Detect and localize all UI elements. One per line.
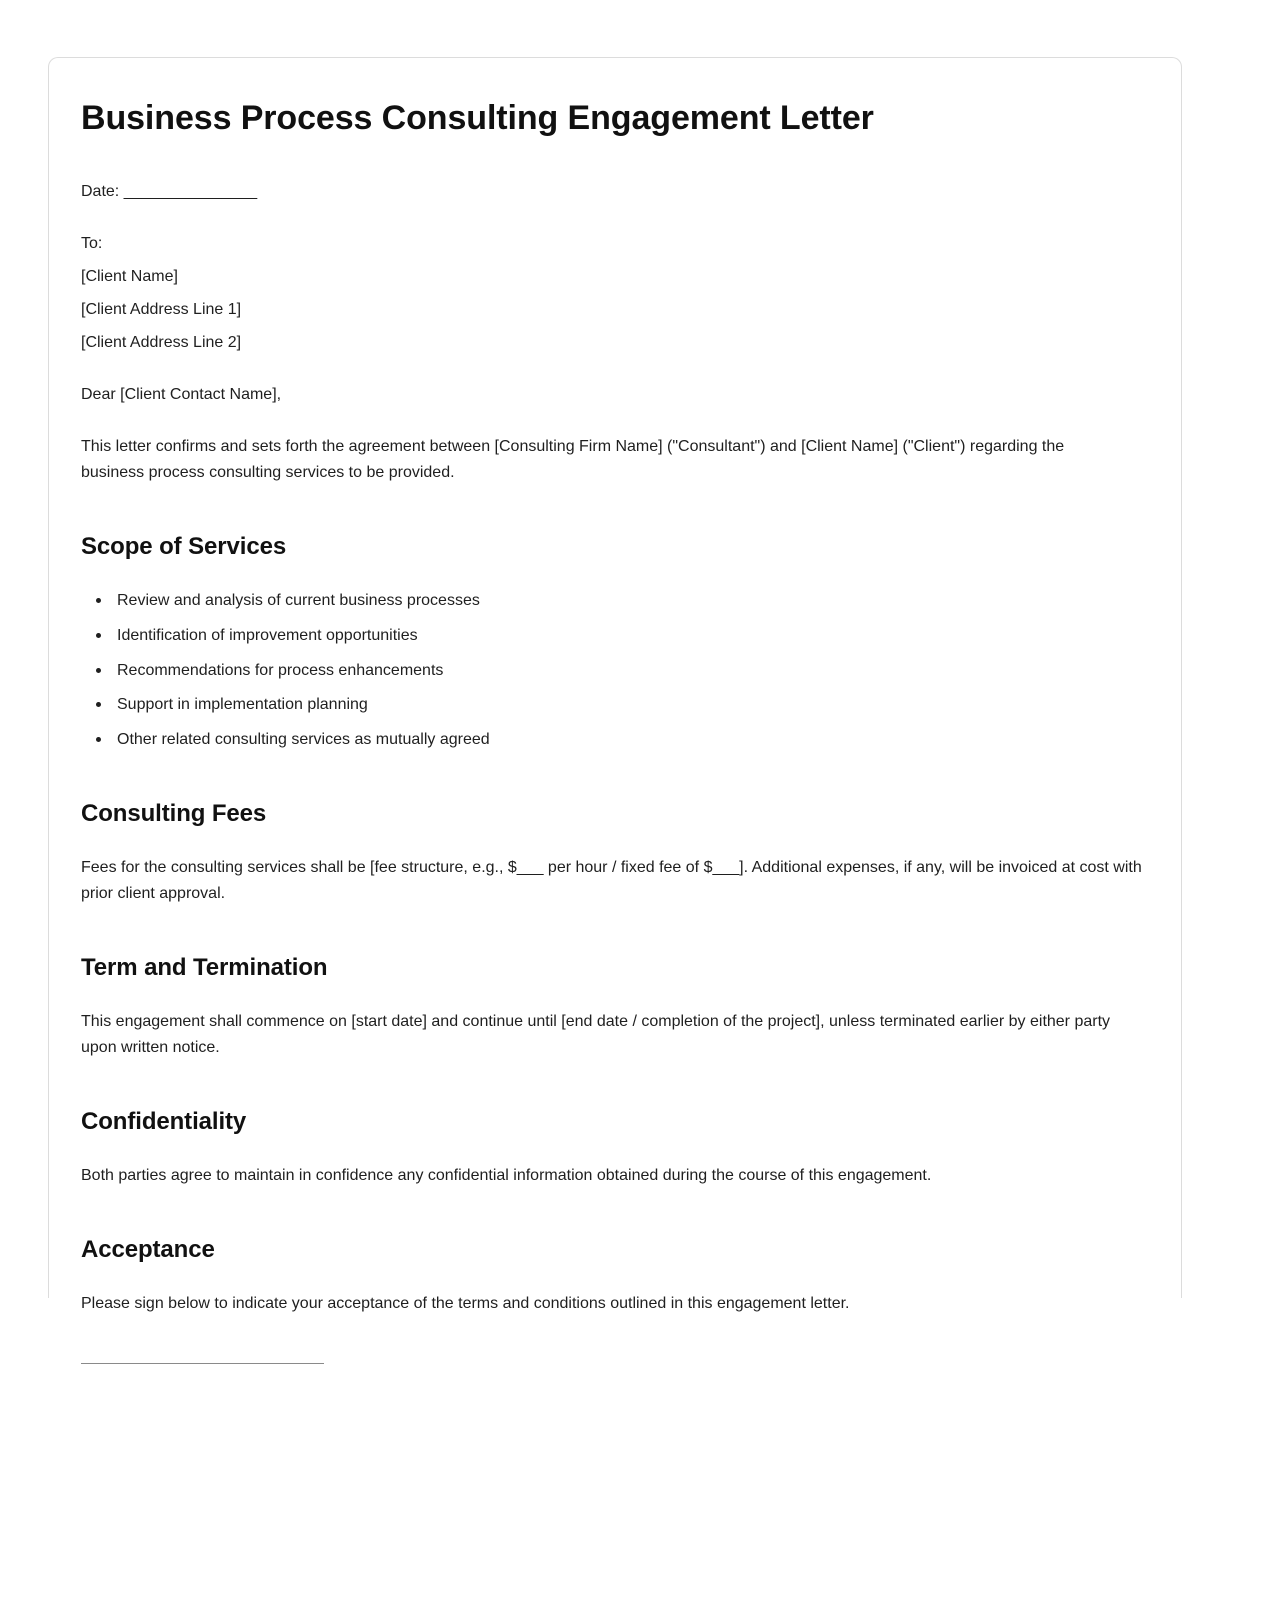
intro-paragraph: This letter confirms and sets forth the agreement between [Consulting Firm Name] ("Consultant") and [Client Name] ("Client") regarding the business process consulting services to be provided. — [81, 437, 1065, 481]
engagement-letter-card — [48, 57, 1182, 1312]
signature-area — [81, 1363, 1149, 1364]
client-name: [Client Name] — [81, 268, 178, 286]
signature-line — [81, 1363, 324, 1364]
list-item: Identification of improvement opportunities — [117, 623, 1149, 649]
section-heading-consulting-fees: Consulting Fees — [81, 800, 267, 828]
list-item: Other related consulting services as mutually agreed — [117, 727, 1149, 753]
document-body — [81, 98, 1149, 1364]
section-heading-acceptance: Acceptance — [81, 1235, 215, 1263]
client-address-line-2: [Client Address Line 2] — [81, 334, 242, 352]
scope-of-services-list — [81, 588, 1149, 754]
acceptance-paragraph: Please sign below to indicate your acceptance of the terms and conditions outlined in this engagement letter. — [81, 1294, 850, 1312]
section-heading-term-and-termination: Term and Termination — [81, 954, 328, 982]
list-item: Support in implementation planning — [117, 692, 1149, 718]
list-item: Review and analysis of current business processes — [117, 588, 1149, 614]
section-heading-confidentiality: Confidentiality — [81, 1107, 247, 1135]
to-label: To: — [81, 235, 103, 253]
page-title: Business Process Consulting Engagement Letter — [81, 99, 874, 137]
confidentiality-paragraph: Both parties agree to maintain in confidence any confidential information obtained during the course of this engagement. — [81, 1166, 932, 1184]
recipient-address-block — [81, 231, 1149, 356]
client-address-line-1: [Client Address Line 1] — [81, 301, 242, 319]
salutation: Dear [Client Contact Name], — [81, 386, 282, 403]
section-heading-scope-of-services: Scope of Services — [81, 532, 287, 560]
consulting-fees-paragraph: Fees for the consulting services shall be [fee structure, e.g., $___ per hour / fixed fee of $___]. Additional expenses, if any, will be invoiced at cost with prior client approval. — [81, 859, 1142, 903]
date-line: Date: _______________ — [81, 183, 258, 201]
list-item: Recommendations for process enhancements — [117, 658, 1149, 684]
term-and-termination-paragraph: This engagement shall commence on [start date] and continue until [end date / completion of the project], unless terminated earlier by either party upon written notice. — [81, 1013, 1111, 1056]
